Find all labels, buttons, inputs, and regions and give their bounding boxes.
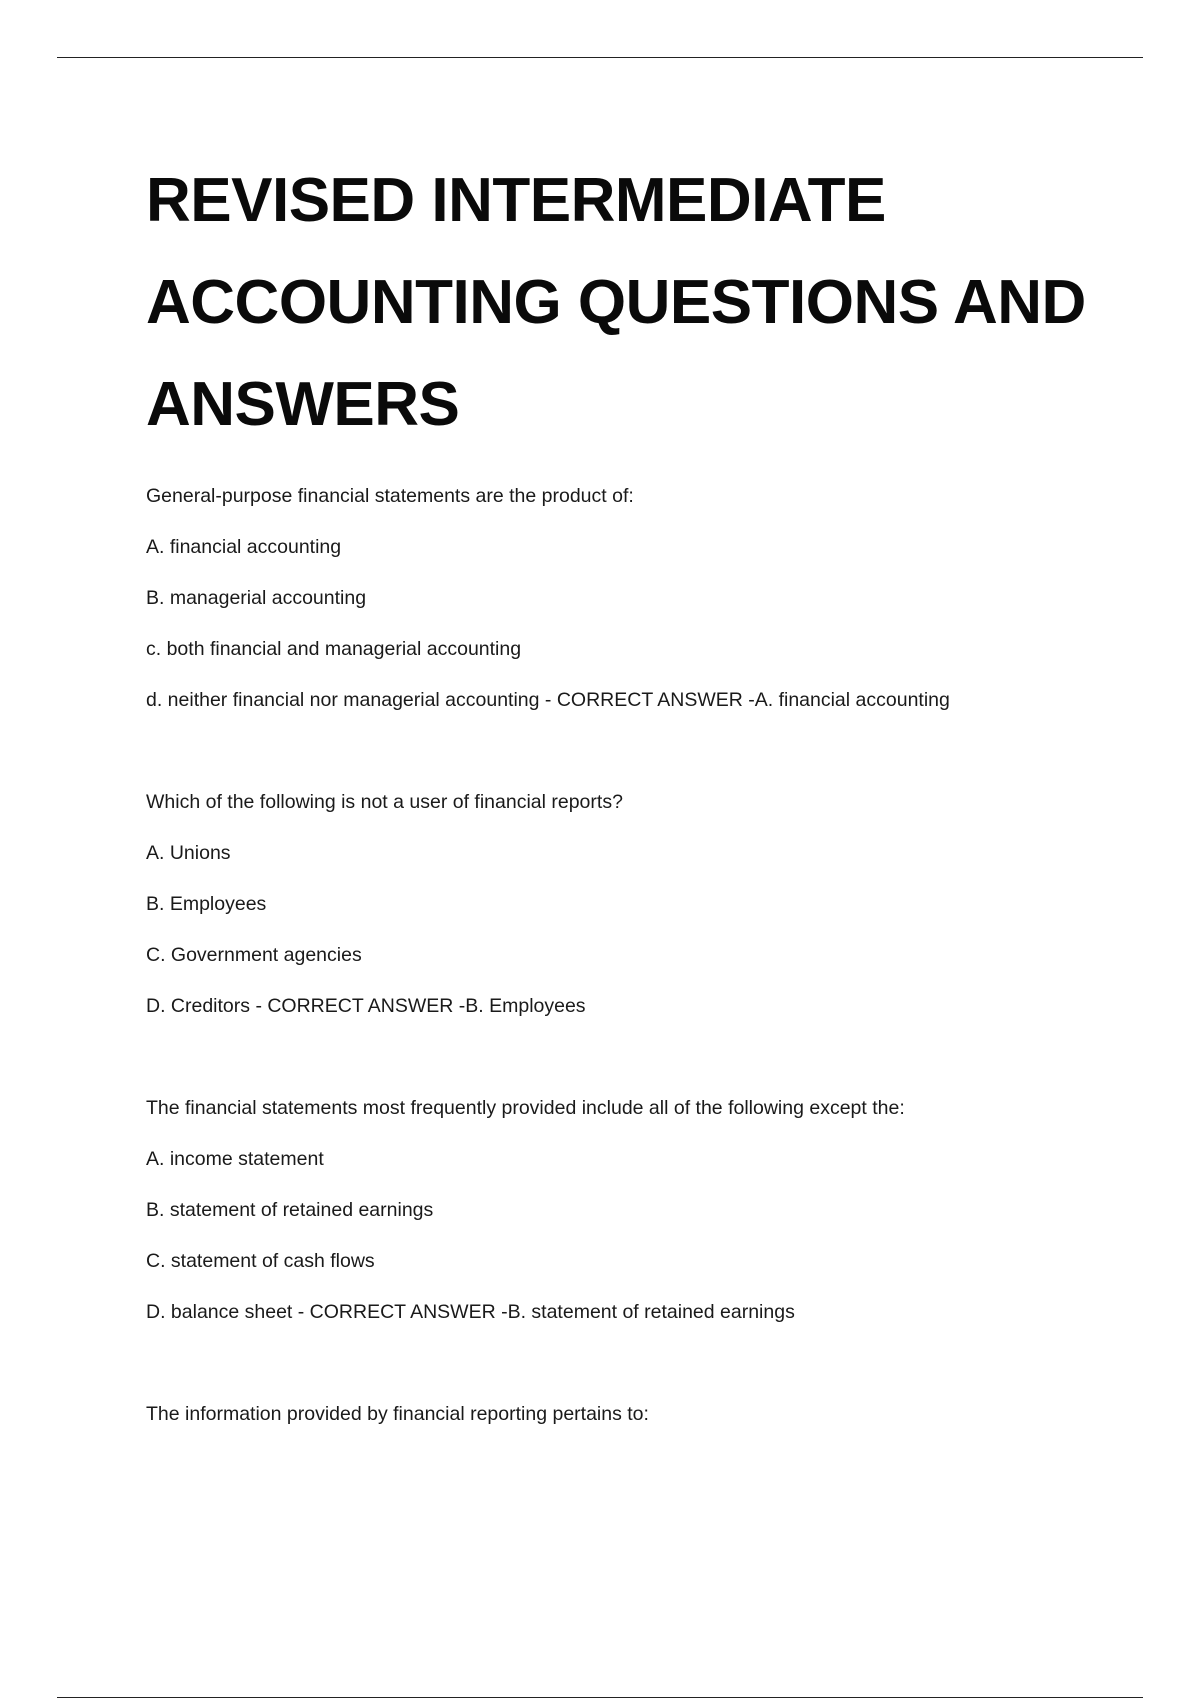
question-text: The financial statements most frequently provided include all of the following except the: (146, 1097, 905, 1119)
question-block (146, 484, 1146, 713)
answer-option: A. Unions (146, 842, 231, 864)
answer-option: C. Government agencies (146, 944, 362, 966)
answer-option: B. managerial accounting (146, 587, 367, 609)
question-block (146, 790, 1146, 1019)
top-rule (57, 57, 1143, 58)
answer-option: c. both financial and managerial accounting (146, 638, 522, 660)
title-line: REVISED INTERMEDIATE (146, 166, 886, 235)
answer-option: A. financial accounting (146, 536, 342, 558)
title-line: ANSWERS (146, 370, 460, 439)
question-block (146, 1096, 1146, 1325)
answer-option: C. statement of cash flows (146, 1250, 375, 1272)
document-body (146, 150, 1146, 1427)
bottom-rule (57, 1697, 1143, 1698)
title-line: ACCOUNTING QUESTIONS AND (146, 268, 1086, 337)
question-block (146, 1402, 1146, 1427)
question-text: General-purpose financial statements are the product of: (146, 485, 634, 507)
answer-option: D. Creditors - CORRECT ANSWER -B. Employees (146, 995, 586, 1017)
document-title (146, 150, 1146, 456)
answer-option: D. balance sheet - CORRECT ANSWER -B. statement of retained earnings (146, 1301, 795, 1323)
question-text: Which of the following is not a user of financial reports? (146, 791, 623, 813)
answer-option: B. statement of retained earnings (146, 1199, 434, 1221)
answer-option: d. neither financial nor managerial accounting - CORRECT ANSWER -A. financial accounting (146, 689, 950, 711)
answer-option: B. Employees (146, 893, 267, 915)
question-text: The information provided by financial reporting pertains to: (146, 1403, 649, 1425)
answer-option: A. income statement (146, 1148, 324, 1170)
